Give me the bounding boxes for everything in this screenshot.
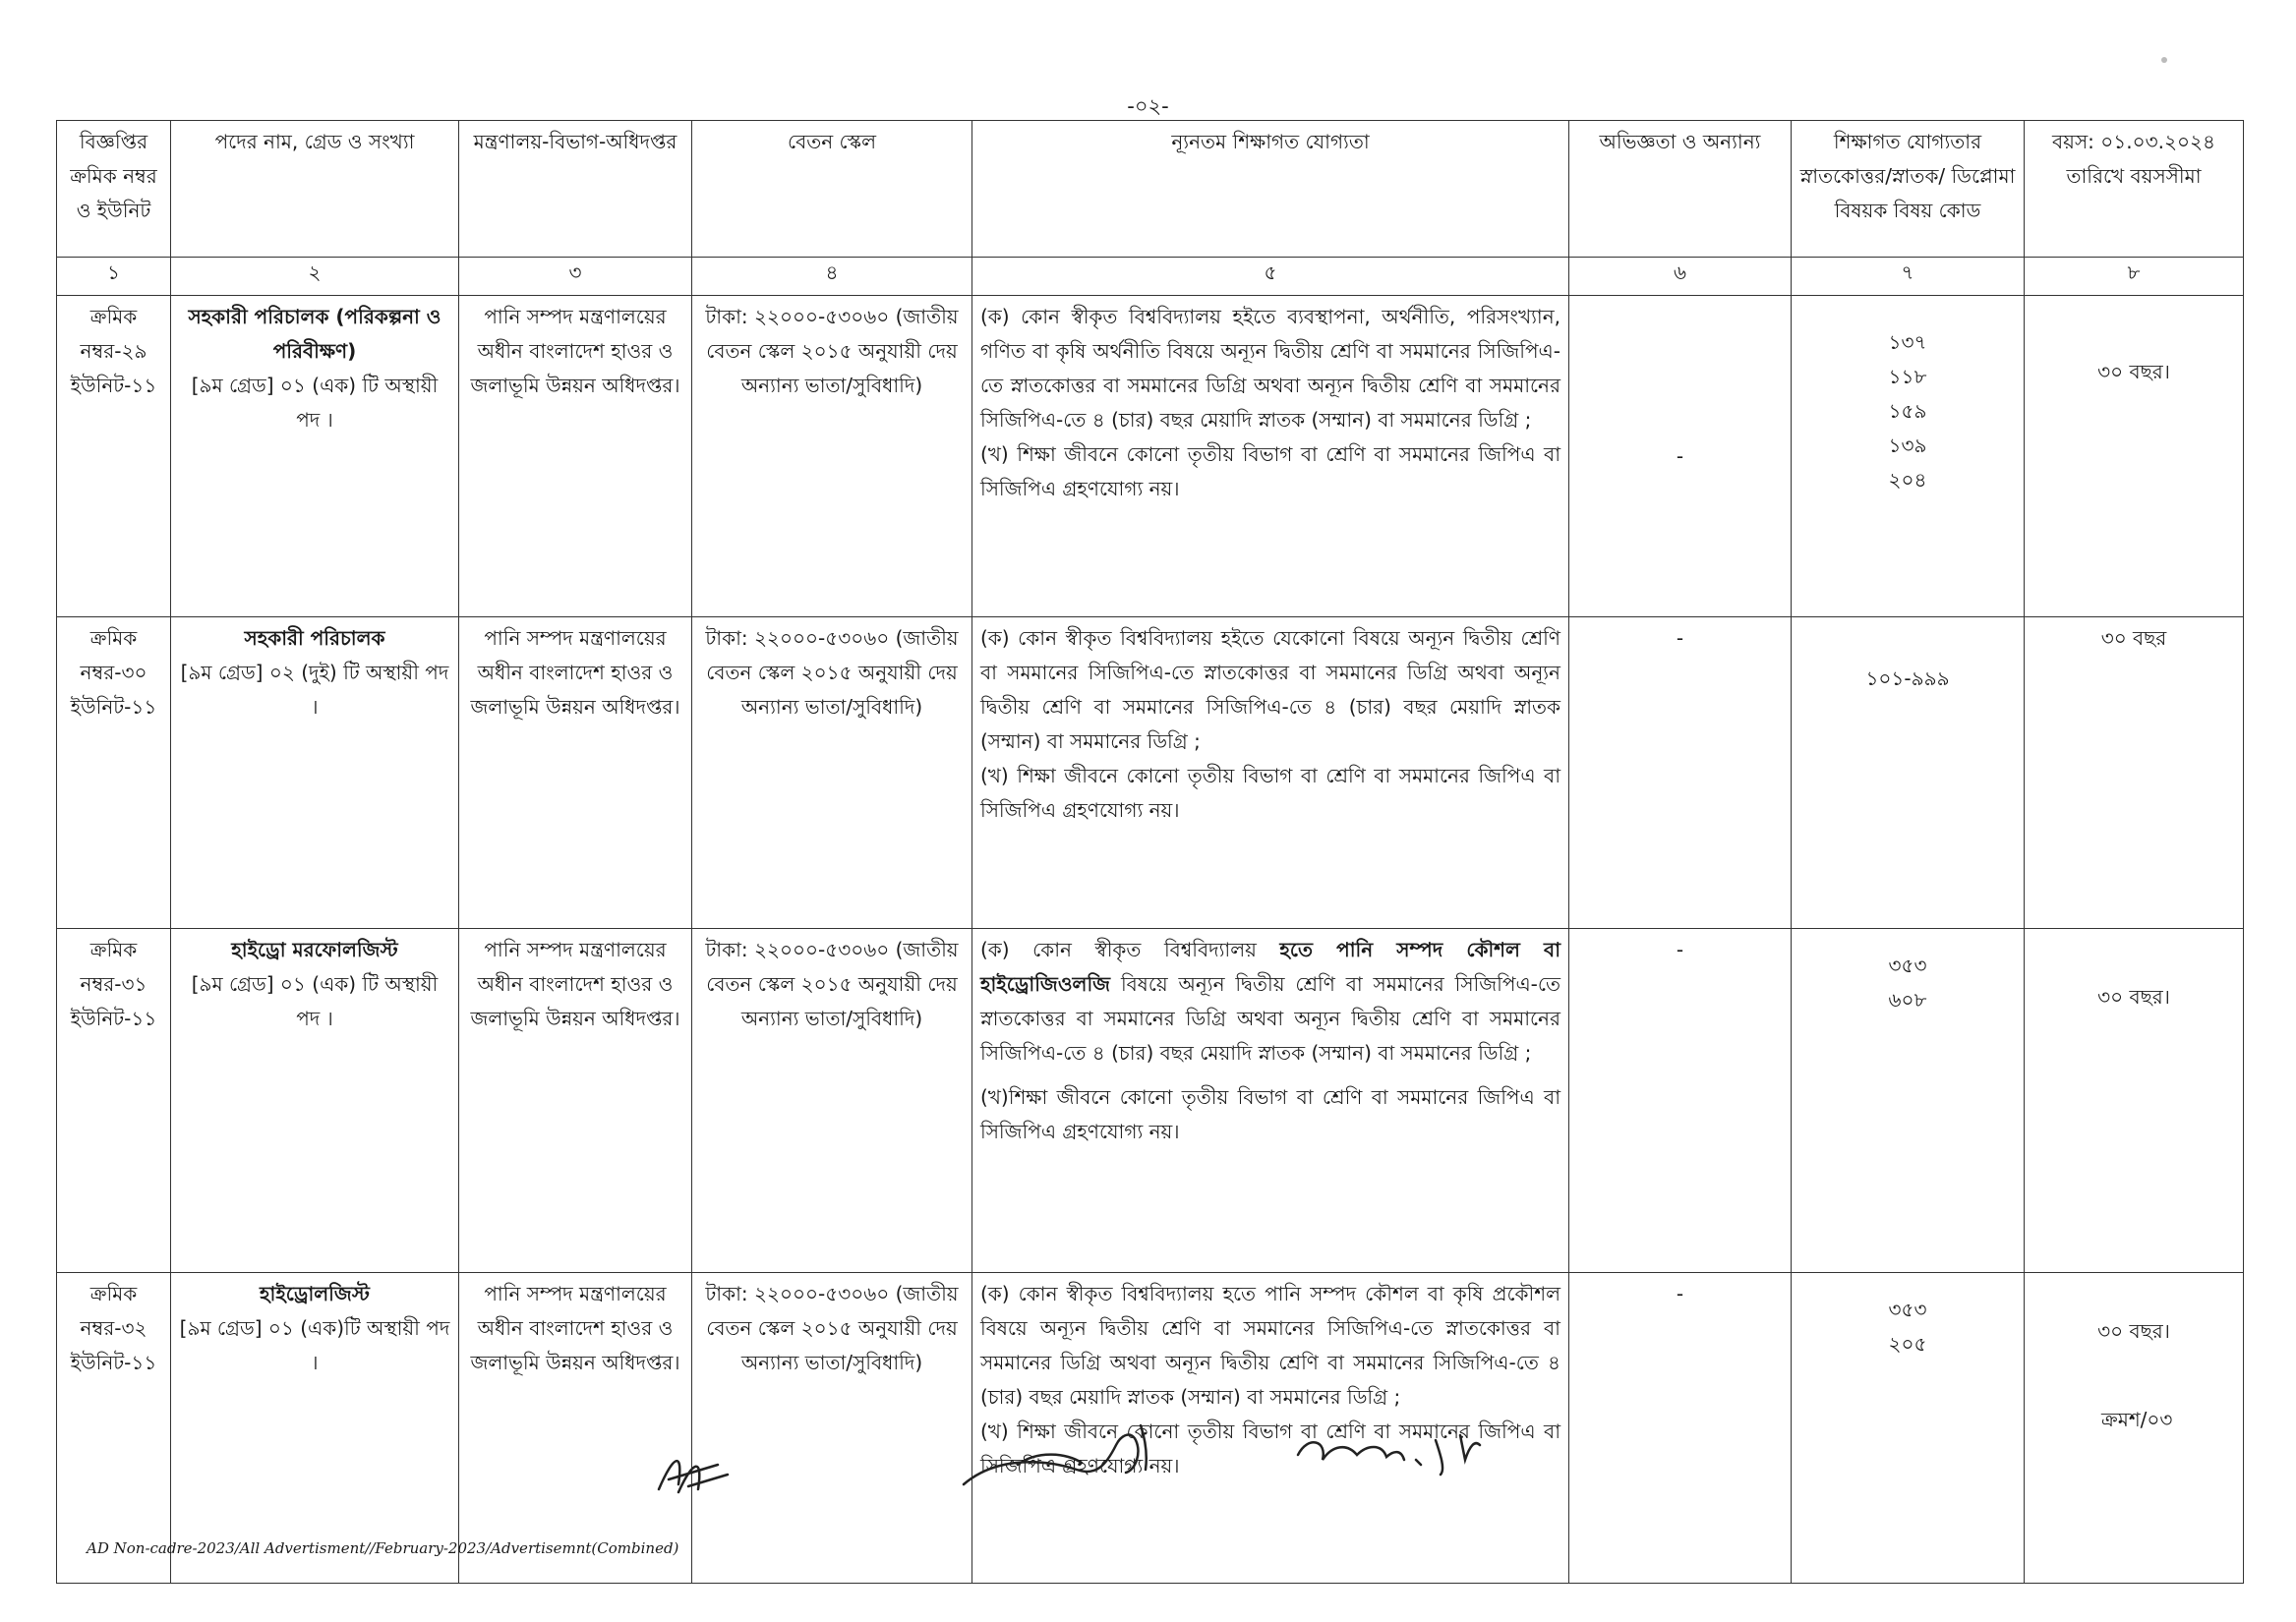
- column-number: ৬: [1569, 258, 1792, 296]
- column-number: ৪: [692, 258, 972, 296]
- column-number: ৭: [1792, 258, 2025, 296]
- table-row: [57, 929, 2244, 1273]
- subject-code: ২০৪: [1888, 468, 1927, 492]
- subject-codes: [1792, 1273, 2025, 1584]
- qualification-cell: [972, 617, 1569, 929]
- header-ministry: মন্ত্রণালয়-বিভাগ-অধিদপ্তর: [459, 121, 692, 258]
- header-pay-scale: বেতন স্কেল: [692, 121, 972, 258]
- qualification-a-end: বিষয়ে অন্যূন দ্বিতীয় শ্রেণি বা সমমানের সিজিপিএ-তে স্নাতকোত্তর বা সমমানের ডিগ্রি অথবা অন্যূন দ্বিতীয় শ্রেণি বা সমমানের সিজিপিএ-তে ৪ (চার) বছর মেয়াদি স্নাতক (সম্মান) বা সমমানের ডিগ্রি ;: [980, 972, 1560, 1065]
- continued-note: ক্রমশ/০৩: [2101, 1408, 2173, 1431]
- header-age-limit: বয়স: ০১.০৩.২০২৪ তারিখে বয়সসীমা: [2025, 121, 2244, 258]
- subject-code: ৩৫৩: [1888, 1298, 1927, 1321]
- qualification-b: (খ) শিক্ষা জীবনে কোনো তৃতীয় বিভাগ বা শ্রেণি বা সমমানের জিপিএ বা সিজিপিএ গ্রহণযোগ্য নয়।: [980, 1419, 1560, 1477]
- subject-code: ১৩৭: [1888, 330, 1927, 354]
- qualification-b: (খ)শিক্ষা জীবনে কোনো তৃতীয় বিভাগ বা শ্রেণি বা সমমানের জিপিএ বা সিজিপিএ গ্রহণযোগ্য নয়।: [980, 1085, 1560, 1143]
- subject-code: ২০৫: [1888, 1332, 1927, 1356]
- subject-code: ৩৫৩: [1888, 954, 1927, 977]
- header-row: [57, 121, 2244, 258]
- column-number: ১: [57, 258, 171, 296]
- ministry: পানি সম্পদ মন্ত্রণালয়ের অধীন বাংলাদেশ হাওর ও জলাভূমি উন্নয়ন অধিদপ্তর।: [459, 1273, 692, 1584]
- experience: -: [1569, 617, 1792, 929]
- signature-3: [1288, 1416, 1485, 1484]
- subject-code: ৬০৮: [1888, 988, 1927, 1012]
- header-subject-code: শিক্ষাগত যোগ্যতার স্নাতকোত্তর/স্নাতক/ ডিপ্লোমা বিষয়ক বিষয় কোড: [1792, 121, 2025, 258]
- vacancy-table: [56, 120, 2244, 1584]
- scan-speck: [2161, 57, 2167, 63]
- qualification-cell: [972, 929, 1569, 1273]
- column-number: ২: [171, 258, 459, 296]
- subject-code: ১৫৯: [1888, 399, 1927, 423]
- serial-unit: ক্রমিক নম্বর-৩০ ইউনিট-১১: [57, 617, 171, 929]
- qualification-a: (ক) কোন স্বীকৃত বিশ্ববিদ্যালয় হইতে যেকোনো বিষয়ে অন্যূন দ্বিতীয় শ্রেণি বা সমমানের সিজিপিএ-তে স্নাতকোত্তর বা সমমানের ডিগ্রি অথবা অন্যূন দ্বিতীয় শ্রেণি বা সমমানের সিজিপিএ-তে ৪ (চার) বছর মেয়াদি স্নাতক (সম্মান) বা সমমানের ডিগ্রি ;: [980, 626, 1560, 753]
- pay-scale: টাকা: ২২০০০-৫৩০৬০ (জাতীয় বেতন স্কেল ২০১৫ অনুযায়ী দেয় অন্যান্য ভাতা/সুবিধাদি): [692, 296, 972, 617]
- signature-1: [649, 1445, 737, 1504]
- header-qualification: ন্যূনতম শিক্ষাগত যোগ্যতা: [972, 121, 1569, 258]
- post-title: সহকারী পরিচালক (পরিকল্পনা ও পরিবীক্ষণ): [188, 305, 442, 363]
- pay-scale: টাকা: ২২০০০-৫৩০৬০ (জাতীয় বেতন স্কেল ২০১৫ অনুযায়ী দেয় অন্যান্য ভাতা/সুবিধাদি): [692, 1273, 972, 1584]
- post-detail: [৯ম গ্রেড] ০১ (এক) টি অস্থায়ী পদ ।: [191, 374, 439, 432]
- experience: -: [1569, 1273, 1792, 1584]
- header-serial: বিজ্ঞপ্তির ক্রমিক নম্বর ও ইউনিট: [57, 121, 171, 258]
- header-experience: অভিজ্ঞতা ও অন্যান্য: [1569, 121, 1792, 258]
- qualification-b: (খ) শিক্ষা জীবনে কোনো তৃতীয় বিভাগ বা শ্রেণি বা সমমানের জিপিএ বা সিজিপিএ গ্রহণযোগ্য নয়।: [980, 442, 1560, 500]
- post-cell: [171, 1273, 459, 1584]
- ministry: পানি সম্পদ মন্ত্রণালয়ের অধীন বাংলাদেশ হাওর ও জলাভূমি উন্নয়ন অধিদপ্তর।: [459, 929, 692, 1273]
- page-number: -০২-: [1127, 94, 1169, 118]
- subject-code: ১১৮: [1888, 365, 1927, 388]
- post-detail: [৯ম গ্রেড] ০১ (এক) টি অস্থায়ী পদ ।: [191, 972, 439, 1030]
- subject-codes: [1792, 296, 2025, 617]
- column-number: ৫: [972, 258, 1569, 296]
- post-title: সহকারী পরিচালক: [244, 626, 385, 650]
- qualification-a: (ক) কোন স্বীকৃত বিশ্ববিদ্যালয় হইতে ব্যবস্থাপনা, অর্থনীতি, পরিসংখ্যান, গণিত বা কৃষি অর্থনীতি বিষয়ে অন্যূন দ্বিতীয় শ্রেণি বা সমমানের সিজিপিএ-তে স্নাতকোত্তর বা সমমানের ডিগ্রি অথবা অন্যূন দ্বিতীয় শ্রেণি বা সমমানের সিজিপিএ-তে ৪ (চার) বছর মেয়াদি স্নাতক (সম্মান) বা সমমানের ডিগ্রি ;: [980, 305, 1560, 432]
- post-detail: [৯ম গ্রেড] ০১ (এক)টি অস্থায়ী পদ ।: [179, 1316, 450, 1374]
- pay-scale: টাকা: ২২০০০-৫৩০৬০ (জাতীয় বেতন স্কেল ২০১৫ অনুযায়ী দেয় অন্যান্য ভাতা/সুবিধাদি): [692, 929, 972, 1273]
- serial-unit: ক্রমিক নম্বর-২৯ ইউনিট-১১: [57, 296, 171, 617]
- qualification-a: [980, 933, 1560, 1071]
- age-limit: ৩০ বছর: [2025, 617, 2244, 929]
- qualification-a: (ক) কোন স্বীকৃত বিশ্ববিদ্যালয় হতে পানি সম্পদ কৌশল বা কৃষি প্রকৌশল বিষয়ে অন্যূন দ্বিতীয় শ্রেণি বা সমমানের সিজিপিএ-তে স্নাতকোত্তর বা সমমানের ডিগ্রি অথবা অন্যূন দ্বিতীয় শ্রেণি বা সমমানের সিজিপিএ-তে ৪ (চার) বছর মেয়াদি স্নাতক (সম্মান) বা সমমানের ডিগ্রি ;: [980, 1282, 1560, 1409]
- post-title: হাইড্রো মরফোলজিস্ট: [231, 938, 398, 961]
- column-number-row: [57, 258, 2244, 296]
- table-row: [57, 296, 2244, 617]
- subject-code: ১৩৯: [1888, 434, 1927, 457]
- column-number: ৩: [459, 258, 692, 296]
- age-limit: ৩০ বছর।: [2025, 296, 2244, 617]
- subject-codes: [1792, 617, 2025, 929]
- post-title: হাইড্রোলজিস্ট: [260, 1282, 370, 1305]
- qualification-a-start: (ক) কোন স্বীকৃত বিশ্ববিদ্যালয়: [980, 938, 1280, 961]
- header-post: পদের নাম, গ্রেড ও সংখ্যা: [171, 121, 459, 258]
- qualification-a-subject: হতে পানি সম্পদ কৌশল বা হাইড্রোজিওলজি: [980, 938, 1560, 996]
- experience: -: [1569, 929, 1792, 1273]
- qualification-cell: [972, 296, 1569, 617]
- signature-2: [959, 1416, 1195, 1494]
- ministry: পানি সম্পদ মন্ত্রণালয়ের অধীন বাংলাদেশ হাওর ও জলাভূমি উন্নয়ন অধিদপ্তর।: [459, 296, 692, 617]
- post-cell: [171, 617, 459, 929]
- serial-unit: ক্রমিক নম্বর-৩২ ইউনিট-১১: [57, 1273, 171, 1584]
- qualification-b: (খ) শিক্ষা জীবনে কোনো তৃতীয় বিভাগ বা শ্রেণি বা সমমানের জিপিএ বা সিজিপিএ গ্রহণযোগ্য নয়।: [980, 764, 1560, 822]
- post-detail: [৯ম গ্রেড] ০২ (দুই) টি অস্থায়ী পদ ।: [180, 661, 449, 719]
- document-footer-path: AD Non-cadre-2023/All Advertisment//February-2023/Advertisemnt(Combined): [87, 1539, 679, 1557]
- table-row: [57, 617, 2244, 929]
- serial-unit: ক্রমিক নম্বর-৩১ ইউনিট-১১: [57, 929, 171, 1273]
- pay-scale: টাকা: ২২০০০-৫৩০৬০ (জাতীয় বেতন স্কেল ২০১৫ অনুযায়ী দেয় অন্যান্য ভাতা/সুবিধাদি): [692, 617, 972, 929]
- age-limit: ৩০ বছর।: [2025, 1273, 2244, 1584]
- age-limit: ৩০ বছর।: [2025, 929, 2244, 1273]
- experience: -: [1569, 296, 1792, 617]
- subject-codes: [1792, 929, 2025, 1273]
- ministry: পানি সম্পদ মন্ত্রণালয়ের অধীন বাংলাদেশ হাওর ও জলাভূমি উন্নয়ন অধিদপ্তর।: [459, 617, 692, 929]
- column-number: ৮: [2025, 258, 2244, 296]
- post-cell: [171, 296, 459, 617]
- subject-code: ১০১-৯৯৯: [1865, 666, 1950, 690]
- post-cell: [171, 929, 459, 1273]
